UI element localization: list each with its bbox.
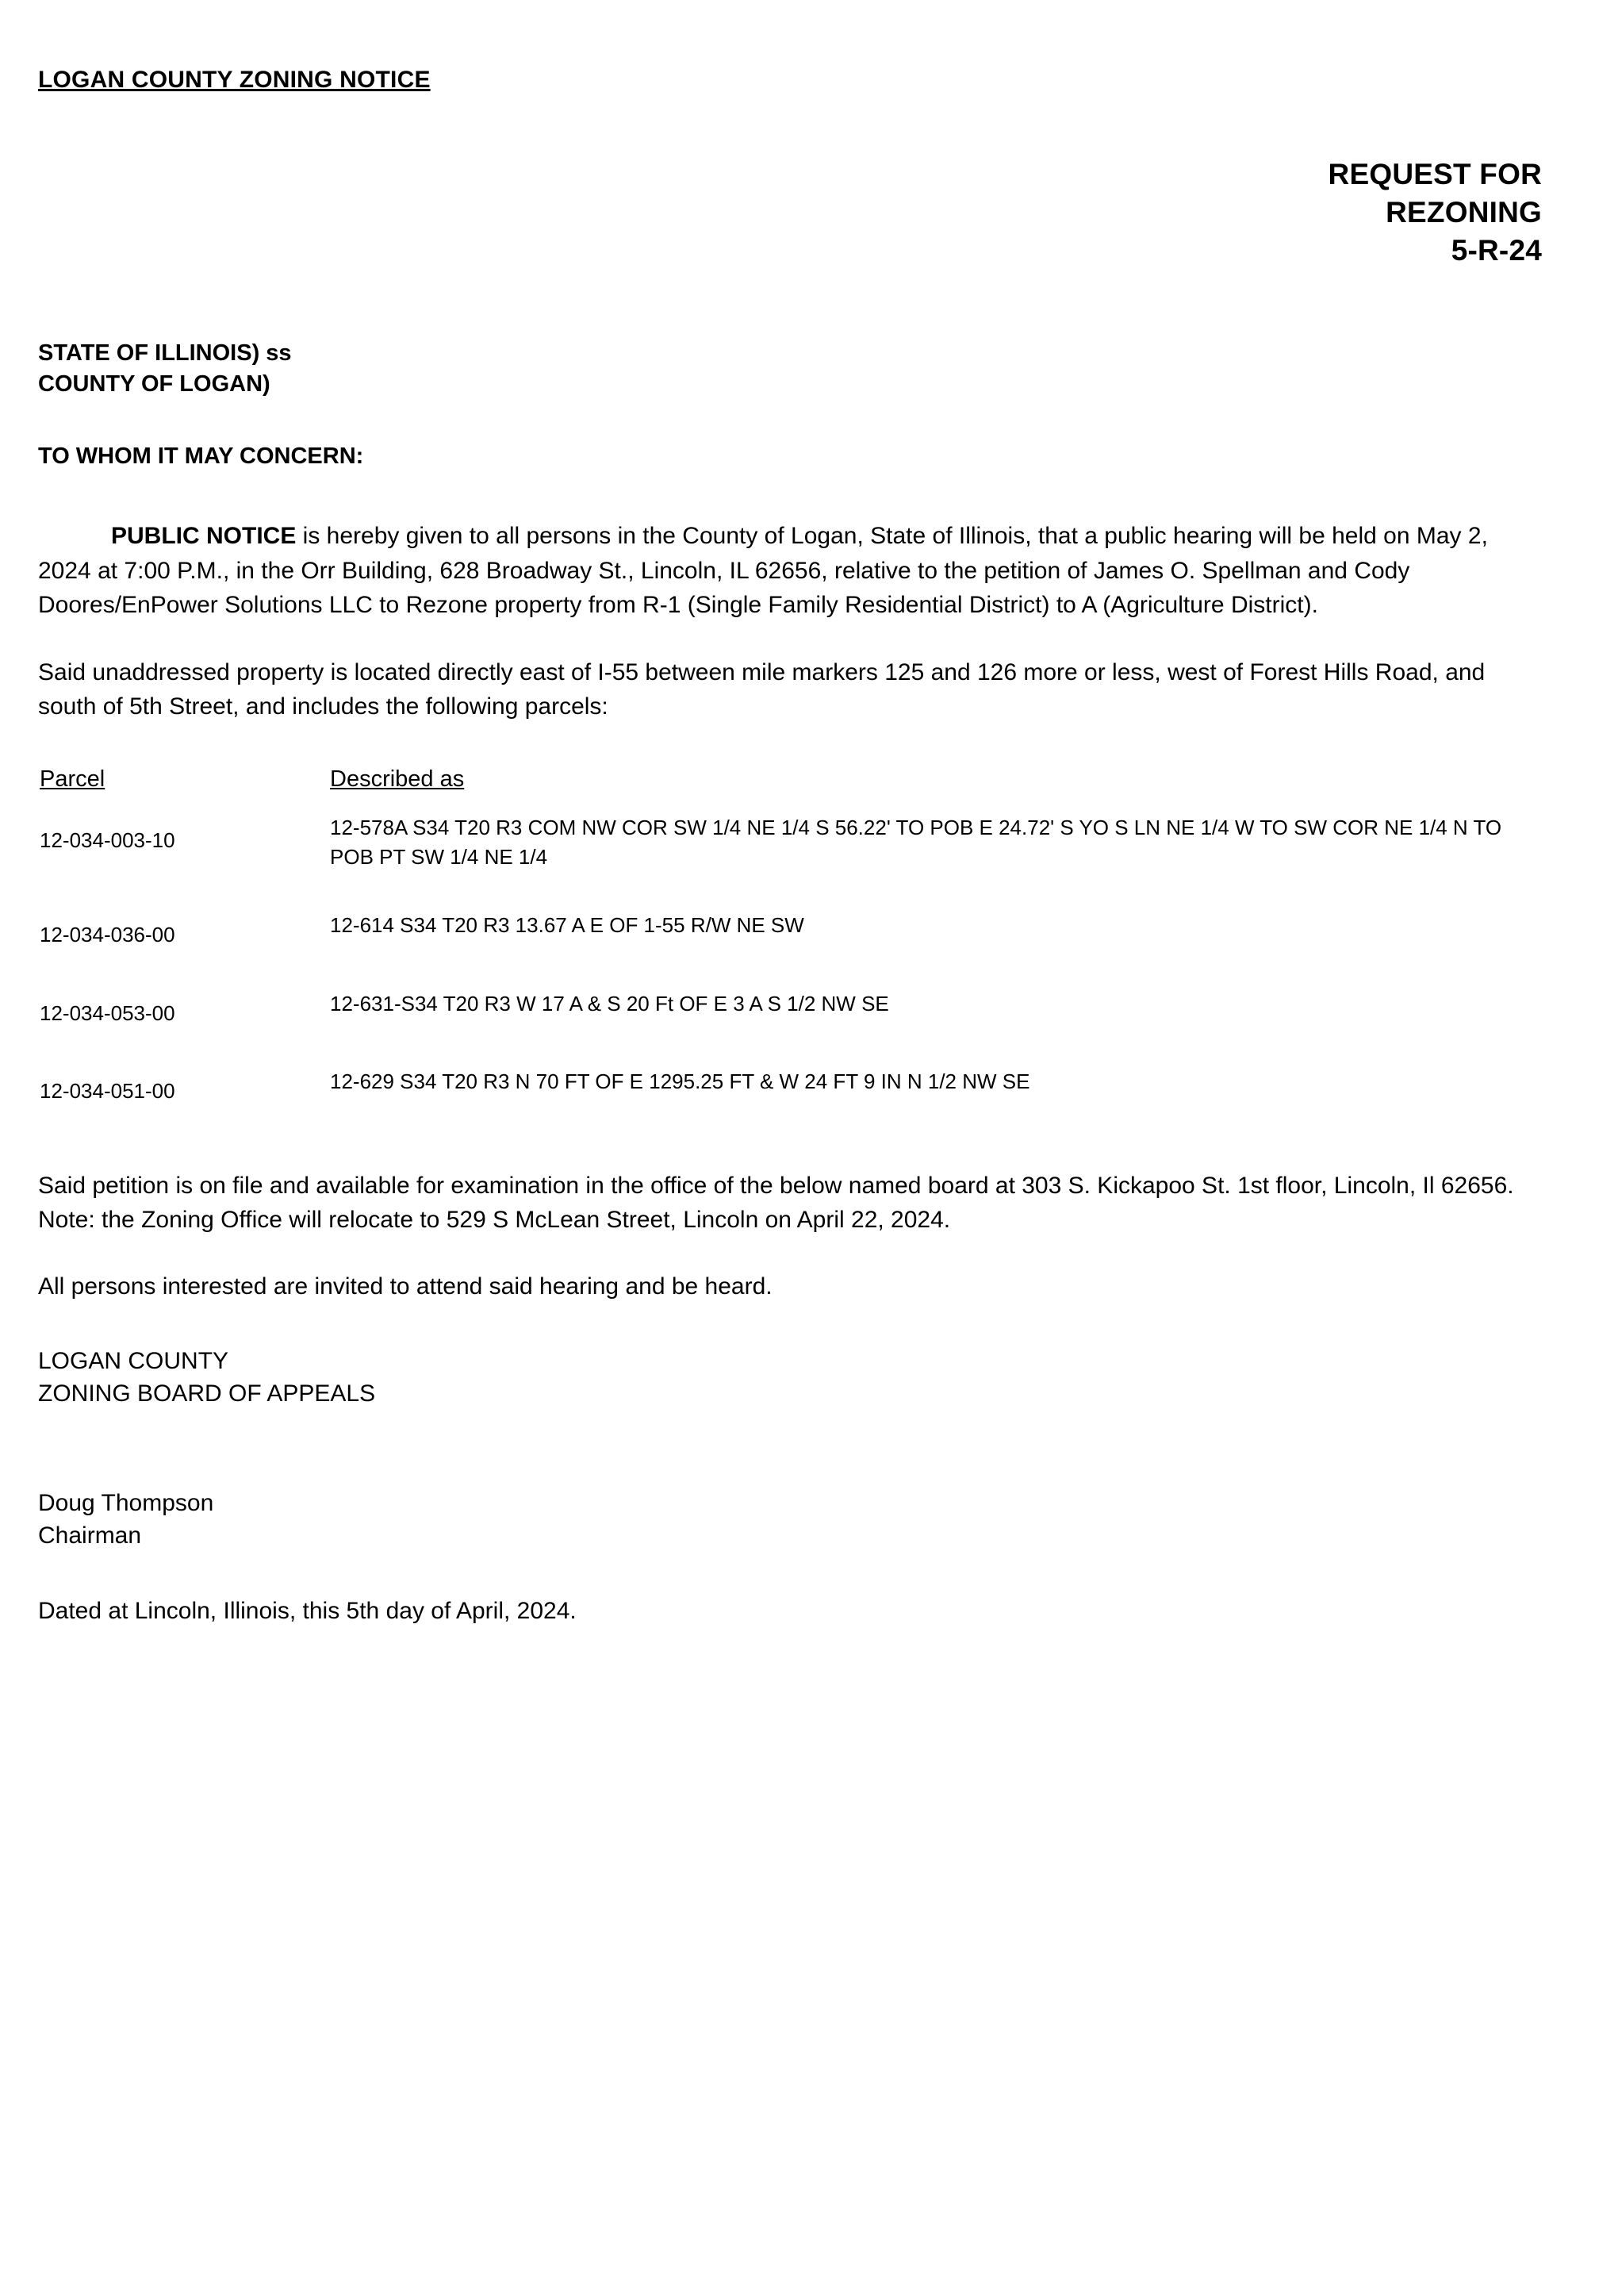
parcel-table bbox=[38, 766, 1542, 1137]
file-availability-paragraph: Said petition is on file and available for examination in the office of the below named board at 303 S. Kickapoo St. 1st floor, Lincoln, Il 62656. Note: the Zoning Office will relocate to 529 S McLean Street, Lincoln on April 22, 2024. bbox=[38, 1173, 1514, 1234]
table-row bbox=[38, 981, 1542, 1059]
cell-description: 12-614 S34 T20 R3 13.67 A E OF 1-55 R/W NE SW bbox=[330, 913, 804, 938]
request-heading bbox=[38, 155, 1542, 270]
table-row bbox=[38, 1059, 1542, 1137]
cell-parcel: 12-034-053-00 bbox=[40, 1000, 175, 1025]
cell-parcel: 12-034-003-10 bbox=[40, 828, 175, 853]
cell-description: 12-629 S34 T20 R3 N 70 FT OF E 1295.25 FT & W 24 FT 9 IN N 1/2 NW SE bbox=[330, 1069, 1030, 1093]
parcel-table-wrapper bbox=[38, 766, 1542, 1137]
public-notice-body: is hereby given to all persons in the County of Logan, State of Illinois, that a public hearing will be held on May 2, 2024 at 7:00 P.M., in the Orr Building, 628 Broadway St., Lincoln, IL 62656, relative to the petition of James O. Spellman and Cody Doores/EnPower Solutions LLC to Rezone property from R-1 (Single Family Residential District) to A (Agriculture District). bbox=[38, 523, 1488, 618]
cell-parcel: 12-034-036-00 bbox=[40, 923, 175, 947]
request-heading-line2: REZONING bbox=[1386, 196, 1542, 229]
table-row bbox=[38, 903, 1542, 981]
salutation: TO WHOM IT MAY CONCERN: bbox=[38, 443, 364, 470]
request-heading-line1: REQUEST FOR bbox=[1328, 158, 1542, 190]
location-paragraph: Said unaddressed property is located directly east of I-55 between mile markers 125 and 126 more or less, west of Forest Hills Road, and south of 5th Street, and includes the following parcels: bbox=[38, 658, 1486, 720]
county-line: COUNTY OF LOGAN) bbox=[38, 371, 270, 397]
dated-line: Dated at Lincoln, Illinois, this 5th day of April, 2024. bbox=[38, 1598, 577, 1625]
board-line-county: LOGAN COUNTY bbox=[38, 1347, 229, 1374]
signature-block bbox=[38, 1487, 1542, 1553]
cell-parcel: 12-034-051-00 bbox=[40, 1078, 175, 1103]
public-notice-paragraph bbox=[38, 519, 1542, 622]
table-row bbox=[38, 805, 1542, 903]
table-header-row bbox=[38, 766, 1542, 805]
page-title: LOGAN COUNTY ZONING NOTICE bbox=[38, 67, 431, 93]
column-header-parcel: Parcel bbox=[40, 766, 105, 793]
column-header-description: Described as bbox=[330, 766, 465, 793]
board-line-name: ZONING BOARD OF APPEALS bbox=[38, 1380, 376, 1407]
signer-role: Chairman bbox=[38, 1522, 142, 1549]
board-block bbox=[38, 1345, 1542, 1411]
state-line: STATE OF ILLINOIS) ss bbox=[38, 340, 292, 367]
cell-description: 12-631-S34 T20 R3 W 17 A & S 20 Ft OF E 3 A S 1/2 NW SE bbox=[330, 991, 889, 1016]
cell-description: 12-578A S34 T20 R3 COM NW COR SW 1/4 NE 1/4 S 56.22' TO POB E 24.72' S YO S LN NE 1/4 W TO SW COR NE 1/4 N TO POB PT SW 1/4 NE 1/4 bbox=[330, 816, 1502, 869]
jurisdiction-block bbox=[38, 338, 1542, 399]
public-notice-label: PUBLIC NOTICE bbox=[111, 523, 297, 550]
signer-name: Doug Thompson bbox=[38, 1489, 214, 1516]
request-number: 5-R-24 bbox=[1451, 234, 1542, 267]
invitation-paragraph: All persons interested are invited to attend said hearing and be heard. bbox=[38, 1273, 773, 1300]
